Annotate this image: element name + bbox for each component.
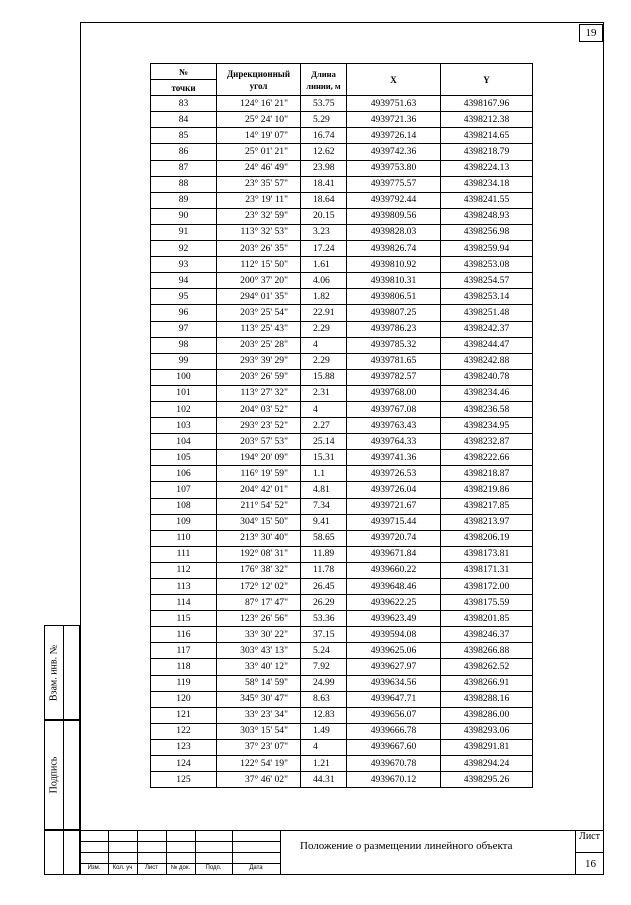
table-row	[151, 562, 533, 578]
cell-y: 4398251.48	[441, 305, 533, 321]
table-row	[151, 675, 533, 691]
cell-angle: 123° 26' 56"	[217, 611, 301, 627]
cell-point: 125	[151, 772, 217, 788]
table-row	[151, 595, 533, 611]
cell-point: 120	[151, 691, 217, 707]
cell-length: 4	[301, 401, 347, 417]
cell-point: 113	[151, 579, 217, 595]
cell-length: 3.23	[301, 224, 347, 240]
cell-point: 87	[151, 160, 217, 176]
cell-length: 17.24	[301, 241, 347, 257]
stamp-vzam-cell	[44, 625, 80, 720]
cell-y: 4398256.98	[441, 224, 533, 240]
cell-x: 4939715.44	[347, 514, 441, 530]
cell-point: 118	[151, 659, 217, 675]
cell-angle: 58° 14' 59"	[217, 675, 301, 691]
header-y: Y	[441, 64, 533, 96]
cell-point: 100	[151, 369, 217, 385]
cell-point: 97	[151, 321, 217, 337]
cell-y: 4398241.55	[441, 192, 533, 208]
cell-point: 95	[151, 289, 217, 305]
cell-angle: 23° 35' 57"	[217, 176, 301, 192]
cell-y: 4398240.78	[441, 369, 533, 385]
cell-point: 115	[151, 611, 217, 627]
cell-point: 107	[151, 482, 217, 498]
header-row-1	[151, 64, 533, 80]
stamp-podpis-cell	[44, 720, 80, 830]
cell-y: 4398248.93	[441, 208, 533, 224]
cell-x: 4939726.53	[347, 466, 441, 482]
cell-x: 4939667.60	[347, 739, 441, 755]
cell-y: 4398253.08	[441, 257, 533, 273]
cell-angle: 213° 30' 40"	[217, 530, 301, 546]
header-x: X	[347, 64, 441, 96]
cell-x: 4939627.97	[347, 659, 441, 675]
cell-angle: 124° 16' 21"	[217, 96, 301, 112]
cell-x: 4939781.65	[347, 353, 441, 369]
cell-angle: 33° 30' 22"	[217, 627, 301, 643]
cell-y: 4398288.16	[441, 691, 533, 707]
cell-angle: 192° 08' 31"	[217, 546, 301, 562]
cell-point: 117	[151, 643, 217, 659]
table-row	[151, 96, 533, 112]
cell-point: 99	[151, 353, 217, 369]
cell-y: 4398206.19	[441, 530, 533, 546]
tb-col-podp: Подп.	[205, 865, 222, 871]
cell-x: 4939763.43	[347, 418, 441, 434]
cell-angle: 113° 25' 43"	[217, 321, 301, 337]
cell-point: 93	[151, 257, 217, 273]
cell-angle: 112° 15' 50"	[217, 257, 301, 273]
cell-x: 4939726.14	[347, 128, 441, 144]
cell-angle: 23° 19' 11"	[217, 192, 301, 208]
cell-x: 4939786.23	[347, 321, 441, 337]
table-row	[151, 434, 533, 450]
table-row	[151, 321, 533, 337]
table-row	[151, 337, 533, 353]
cell-point: 88	[151, 176, 217, 192]
cell-length: 7.34	[301, 498, 347, 514]
table-row	[151, 176, 533, 192]
cell-x: 4939625.06	[347, 643, 441, 659]
table-row	[151, 289, 533, 305]
cell-length: 26.45	[301, 579, 347, 595]
cell-length: 20.15	[301, 208, 347, 224]
cell-angle: 23° 32' 59"	[217, 208, 301, 224]
cell-length: 1.49	[301, 723, 347, 739]
cell-y: 4398244.47	[441, 337, 533, 353]
cell-point: 122	[151, 723, 217, 739]
cell-x: 4939622.25	[347, 595, 441, 611]
cell-x: 4939809.56	[347, 208, 441, 224]
document-title: Положение о размещении линейного объекта	[300, 840, 513, 852]
sheet-label: Лист	[579, 831, 600, 842]
table-row	[151, 273, 533, 289]
table-row	[151, 208, 533, 224]
cell-length: 53.75	[301, 96, 347, 112]
cell-angle: 293° 39' 29"	[217, 353, 301, 369]
cell-angle: 113° 32' 53"	[217, 224, 301, 240]
table-row	[151, 530, 533, 546]
cell-y: 4398173.81	[441, 546, 533, 562]
cell-x: 4939660.22	[347, 562, 441, 578]
table-row	[151, 241, 533, 257]
cell-point: 104	[151, 434, 217, 450]
cell-y: 4398172.00	[441, 579, 533, 595]
cell-point: 116	[151, 627, 217, 643]
table-row	[151, 498, 533, 514]
cell-y: 4398242.88	[441, 353, 533, 369]
cell-length: 9.41	[301, 514, 347, 530]
page-number: 19	[579, 24, 603, 42]
cell-point: 119	[151, 675, 217, 691]
cell-length: 18.64	[301, 192, 347, 208]
cell-y: 4398293.06	[441, 723, 533, 739]
cell-angle: 293° 23' 52"	[217, 418, 301, 434]
margin-stamp	[44, 625, 80, 875]
cell-point: 91	[151, 224, 217, 240]
table-row	[151, 305, 533, 321]
cell-x: 4939785.32	[347, 337, 441, 353]
cell-length: 4	[301, 739, 347, 755]
cell-point: 84	[151, 112, 217, 128]
cell-angle: 25° 01' 21"	[217, 144, 301, 160]
cell-x: 4939623.49	[347, 611, 441, 627]
cell-length: 37.15	[301, 627, 347, 643]
cell-x: 4939720.74	[347, 530, 441, 546]
cell-y: 4398295.26	[441, 772, 533, 788]
cell-y: 4398286.00	[441, 707, 533, 723]
table-body	[151, 96, 533, 788]
cell-point: 106	[151, 466, 217, 482]
cell-point: 89	[151, 192, 217, 208]
cell-x: 4939753.80	[347, 160, 441, 176]
table-row	[151, 160, 533, 176]
header-point-number: №	[151, 64, 217, 80]
cell-y: 4398218.87	[441, 466, 533, 482]
cell-y: 4398262.52	[441, 659, 533, 675]
cell-x: 4939810.31	[347, 273, 441, 289]
table-row	[151, 611, 533, 627]
table-row	[151, 707, 533, 723]
cell-y: 4398242.37	[441, 321, 533, 337]
cell-y: 4398232.87	[441, 434, 533, 450]
cell-y: 4398219.86	[441, 482, 533, 498]
cell-y: 4398254.57	[441, 273, 533, 289]
table-row	[151, 691, 533, 707]
cell-point: 86	[151, 144, 217, 160]
table-row	[151, 353, 533, 369]
table-row	[151, 659, 533, 675]
cell-point: 102	[151, 401, 217, 417]
cell-x: 4939721.67	[347, 498, 441, 514]
cell-angle: 203° 26' 35"	[217, 241, 301, 257]
table-row	[151, 579, 533, 595]
tb-col-ndok: № док.	[170, 865, 191, 871]
table-row	[151, 128, 533, 144]
cell-angle: 25° 24' 10"	[217, 112, 301, 128]
cell-length: 24.99	[301, 675, 347, 691]
cell-length: 23.98	[301, 160, 347, 176]
cell-y: 4398253.14	[441, 289, 533, 305]
table-row	[151, 192, 533, 208]
cell-x: 4939648.46	[347, 579, 441, 595]
cell-x: 4939828.03	[347, 224, 441, 240]
cell-angle: 176° 38' 32"	[217, 562, 301, 578]
cell-x: 4939742.36	[347, 144, 441, 160]
cell-x: 4939741.36	[347, 450, 441, 466]
cell-angle: 345° 30' 47"	[217, 691, 301, 707]
cell-x: 4939807.25	[347, 305, 441, 321]
cell-point: 109	[151, 514, 217, 530]
cell-y: 4398222.66	[441, 450, 533, 466]
cell-length: 16.74	[301, 128, 347, 144]
cell-angle: 204° 42' 01"	[217, 482, 301, 498]
cell-y: 4398234.95	[441, 418, 533, 434]
cell-angle: 194° 20' 09"	[217, 450, 301, 466]
cell-angle: 211° 54' 52"	[217, 498, 301, 514]
table-row	[151, 385, 533, 401]
cell-y: 4398234.18	[441, 176, 533, 192]
cell-length: 7.92	[301, 659, 347, 675]
cell-x: 4939792.44	[347, 192, 441, 208]
table-row	[151, 224, 533, 240]
cell-point: 114	[151, 595, 217, 611]
cell-point: 124	[151, 756, 217, 772]
table-row	[151, 739, 533, 755]
cell-length: 8.63	[301, 691, 347, 707]
table-row	[151, 643, 533, 659]
table-row	[151, 418, 533, 434]
tb-col-izm: Изм.	[87, 865, 101, 871]
coordinates-table	[150, 63, 533, 788]
cell-angle: 122° 54' 19"	[217, 756, 301, 772]
table-row	[151, 450, 533, 466]
cell-x: 4939647.71	[347, 691, 441, 707]
cell-angle: 172° 12' 02"	[217, 579, 301, 595]
cell-length: 53.36	[301, 611, 347, 627]
cell-y: 4398224.13	[441, 160, 533, 176]
cell-point: 105	[151, 450, 217, 466]
cell-point: 110	[151, 530, 217, 546]
cell-angle: 14° 19' 07"	[217, 128, 301, 144]
cell-point: 101	[151, 385, 217, 401]
stamp-vzam-label: Взам. инв. №	[48, 644, 60, 701]
cell-x: 4939594.08	[347, 627, 441, 643]
cell-length: 1.82	[301, 289, 347, 305]
tb-col-kol: Кол. уч	[112, 865, 133, 871]
cell-x: 4939726.04	[347, 482, 441, 498]
cell-length: 4	[301, 337, 347, 353]
cell-point: 123	[151, 739, 217, 755]
cell-length: 2.29	[301, 321, 347, 337]
cell-x: 4939670.12	[347, 772, 441, 788]
cell-angle: 200° 37' 20"	[217, 273, 301, 289]
cell-point: 111	[151, 546, 217, 562]
cell-x: 4939767.08	[347, 401, 441, 417]
cell-y: 4398294.24	[441, 756, 533, 772]
cell-y: 4398259.94	[441, 241, 533, 257]
cell-length: 12.62	[301, 144, 347, 160]
cell-length: 2.27	[301, 418, 347, 434]
title-block	[80, 830, 604, 875]
cell-y: 4398218.79	[441, 144, 533, 160]
table-row	[151, 112, 533, 128]
cell-length: 44.31	[301, 772, 347, 788]
cell-point: 103	[151, 418, 217, 434]
cell-point: 85	[151, 128, 217, 144]
table-row	[151, 756, 533, 772]
cell-x: 4939768.00	[347, 385, 441, 401]
cell-x: 4939775.57	[347, 176, 441, 192]
cell-length: 15.88	[301, 369, 347, 385]
cell-point: 90	[151, 208, 217, 224]
cell-x: 4939806.51	[347, 289, 441, 305]
cell-x: 4939666.78	[347, 723, 441, 739]
cell-length: 1.21	[301, 756, 347, 772]
header-length: Длина линии, м	[301, 64, 347, 96]
cell-length: 11.89	[301, 546, 347, 562]
cell-length: 25.14	[301, 434, 347, 450]
cell-angle: 87° 17' 47"	[217, 595, 301, 611]
cell-y: 4398171.31	[441, 562, 533, 578]
cell-length: 12.83	[301, 707, 347, 723]
cell-length: 15.31	[301, 450, 347, 466]
table-row	[151, 482, 533, 498]
cell-y: 4398246.37	[441, 627, 533, 643]
table-row	[151, 627, 533, 643]
cell-angle: 294° 01' 35"	[217, 289, 301, 305]
cell-angle: 204° 03' 52"	[217, 401, 301, 417]
cell-y: 4398217.85	[441, 498, 533, 514]
table-row	[151, 401, 533, 417]
stamp-podpis-label: Подпись	[48, 756, 60, 794]
cell-point: 94	[151, 273, 217, 289]
cell-y: 4398201.85	[441, 611, 533, 627]
cell-angle: 37° 23' 07"	[217, 739, 301, 755]
cell-x: 4939721.36	[347, 112, 441, 128]
cell-x: 4939670.78	[347, 756, 441, 772]
cell-x: 4939671.84	[347, 546, 441, 562]
cell-y: 4398266.88	[441, 643, 533, 659]
cell-y: 4398234.46	[441, 385, 533, 401]
cell-x: 4939826.74	[347, 241, 441, 257]
cell-x: 4939634.56	[347, 675, 441, 691]
cell-length: 5.29	[301, 112, 347, 128]
cell-y: 4398175.59	[441, 595, 533, 611]
cell-point: 96	[151, 305, 217, 321]
cell-y: 4398291.81	[441, 739, 533, 755]
tb-col-data: Дата	[249, 865, 263, 871]
table-row	[151, 144, 533, 160]
cell-point: 108	[151, 498, 217, 514]
cell-length: 22.91	[301, 305, 347, 321]
cell-angle: 203° 25' 28"	[217, 337, 301, 353]
cell-y: 4398213.97	[441, 514, 533, 530]
cell-x: 4939656.07	[347, 707, 441, 723]
cell-angle: 203° 57' 53"	[217, 434, 301, 450]
cell-length: 4.81	[301, 482, 347, 498]
cell-angle: 303° 15' 54"	[217, 723, 301, 739]
cell-y: 4398266.91	[441, 675, 533, 691]
cell-x: 4939751.63	[347, 96, 441, 112]
tb-col-list: Лист	[144, 865, 159, 871]
cell-x: 4939782.57	[347, 369, 441, 385]
cell-length: 1.1	[301, 466, 347, 482]
cell-length: 1.61	[301, 257, 347, 273]
cell-y: 4398236.58	[441, 401, 533, 417]
table-row	[151, 369, 533, 385]
cell-angle: 303° 43' 13"	[217, 643, 301, 659]
header-angle: Дирекционный угол	[217, 64, 301, 96]
cell-x: 4939810.92	[347, 257, 441, 273]
cell-angle: 203° 25' 54"	[217, 305, 301, 321]
cell-point: 98	[151, 337, 217, 353]
cell-y: 4398214.65	[441, 128, 533, 144]
cell-angle: 304° 15' 50"	[217, 514, 301, 530]
cell-length: 18.41	[301, 176, 347, 192]
table-row	[151, 772, 533, 788]
header-point-label: точки	[151, 80, 217, 96]
cell-length: 5.24	[301, 643, 347, 659]
cell-point: 92	[151, 241, 217, 257]
cell-angle: 24° 46' 49"	[217, 160, 301, 176]
cell-length: 58.65	[301, 530, 347, 546]
table-row	[151, 514, 533, 530]
table-row	[151, 466, 533, 482]
cell-length: 11.78	[301, 562, 347, 578]
cell-y: 4398212.38	[441, 112, 533, 128]
cell-length: 2.31	[301, 385, 347, 401]
table-row	[151, 257, 533, 273]
cell-angle: 33° 40' 12"	[217, 659, 301, 675]
cell-angle: 116° 19' 59"	[217, 466, 301, 482]
cell-point: 112	[151, 562, 217, 578]
sheet-number: 16	[585, 858, 596, 870]
cell-point: 83	[151, 96, 217, 112]
cell-length: 2.29	[301, 353, 347, 369]
cell-angle: 203° 26' 59"	[217, 369, 301, 385]
cell-length: 26.29	[301, 595, 347, 611]
cell-length: 4.06	[301, 273, 347, 289]
table-row	[151, 723, 533, 739]
cell-angle: 113° 27' 32"	[217, 385, 301, 401]
table-row	[151, 546, 533, 562]
cell-x: 4939764.33	[347, 434, 441, 450]
cell-angle: 33° 23' 34"	[217, 707, 301, 723]
stamp-bottom-cell	[44, 830, 80, 875]
cell-y: 4398167.96	[441, 96, 533, 112]
cell-point: 121	[151, 707, 217, 723]
cell-angle: 37° 46' 02"	[217, 772, 301, 788]
